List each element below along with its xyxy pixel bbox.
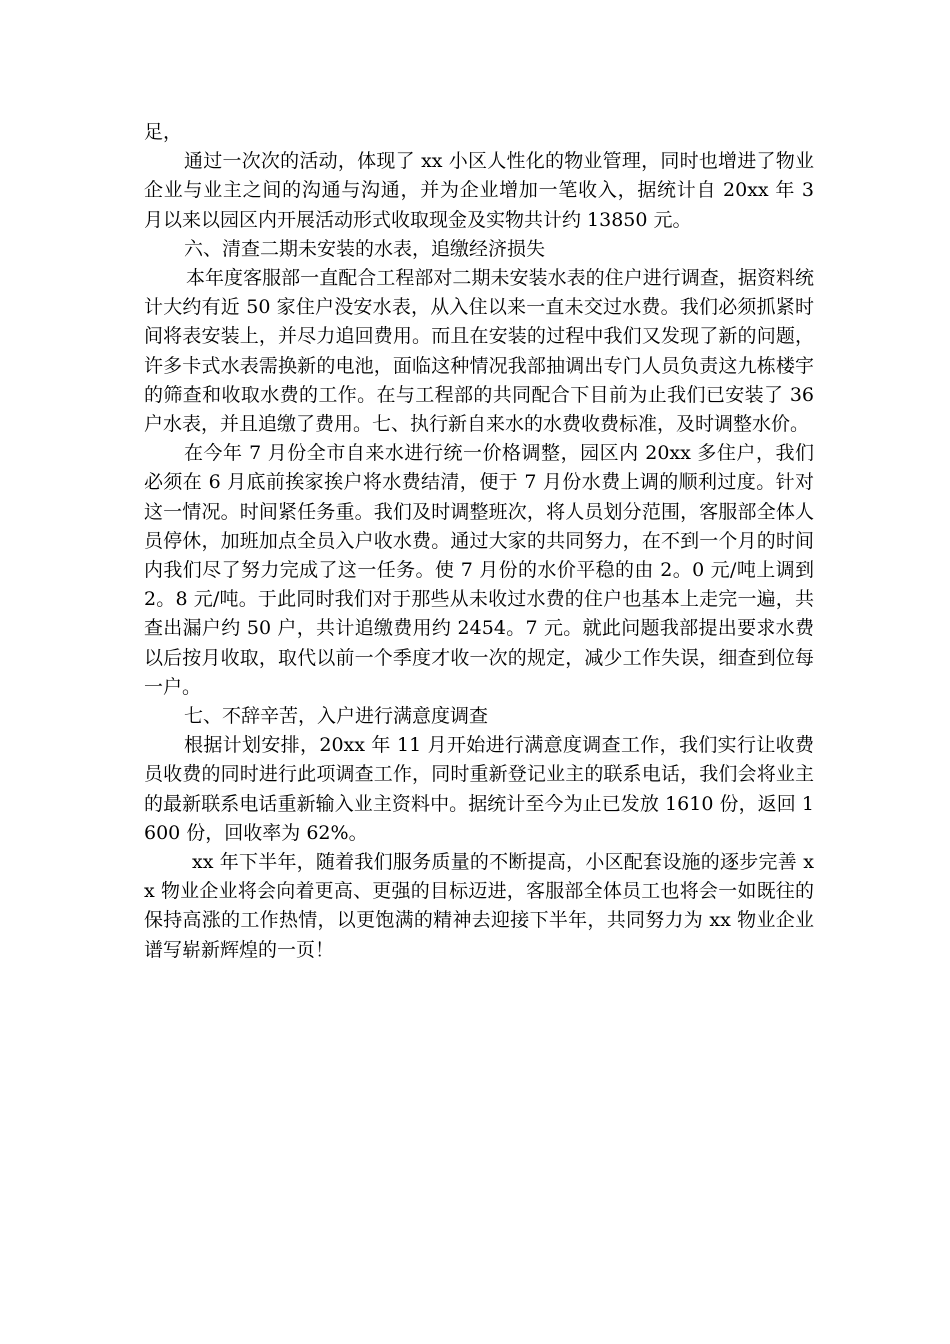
section-heading-water-meters: 六、清查二期未安装的水表，追缴经济损失 [184, 237, 546, 260]
paragraph-closing: xx 年下半年，随着我们服务质量的不断提高，小区配套设施的逐步完善 xx 物业企业将会向着更高、更强的目标迈进，客服部全体员工也将会一如既往的保持高涨的工作热情，以更饱满的精神去迎接下半年，共同努力为 xx 物业企业谱写崭新辉煌的一页！ [144, 851, 814, 961]
paragraph-satisfaction-survey: 根据计划安排，20xx 年 11 月开始进行满意度调查工作，我们实行让收费员收费的同时进行此项调查工作，同时重新登记业主的联系电话，我们会将业主的最新联系电话重新输入业主资料中。据统计至今为止已发放 1610 份，返回 1600 份，回收率为 62%。 [144, 734, 814, 844]
paragraph-activities-summary: 通过一次次的活动，体现了 xx 小区人性化的物业管理，同时也增进了物业企业与业主之间的沟通与沟通，并为企业增加一笔收入，据统计自 20xx 年 3 月以来以园区内开展活动形式收取现金及实物共计约 13850 元。 [144, 150, 814, 231]
section-heading-satisfaction-survey: 七、不辞辛苦，入户进行满意度调查 [184, 705, 489, 728]
paragraph-water-price-adjustment: 在今年 7 月份全市自来水进行统一价格调整，园区内 20xx 多住户，我们必须在 6 月底前挨家挨户将水费结清，便于 7 月份水费上调的顺利过度。针对这一情况。时间紧任务重。我们及时调整班次，将人员划分范围，客服部全体人员停休，加班加点全员入户收水费。通过大家的共同努力，在不到一个月的时间内我们尽了努力完成了这一任务。使 7 月份的水价平稳的由 2。0 元/吨上调到 2。8 元/吨。于此同时我们对于那些从未收过水费的住户也基本上走完一遍，共查出漏户约 50 户，共计追缴费用约 2454。7 元。就此问题我部提出要求水费以后按月收取，取代以前一个季度才收一次的规定，减少工作失误，细查到位每一户。 [144, 442, 814, 698]
paragraph-water-meter-survey: 本年度客服部一直配合工程部对二期未安装水表的住户进行调查，据资料统计大约有近 50 家住户没安水表，从入住以来一直未交过水费。我们必须抓紧时间将表安装上，并尽力追回费用。而且在安装的过程中我们又发现了新的问题，许多卡式水表需换新的电池，面临这种情况我部抽调出专门人员负责这九栋楼宇的筛查和收取水费的工作。在与工程部的共同配合下目前为止我们已安装了 36 户水表，并且追缴了费用。七、执行新自来水的水费收费标准，及时调整水价。 [144, 267, 814, 436]
document-body [144, 118, 814, 965]
paragraph-continuation: 足， [144, 121, 183, 143]
